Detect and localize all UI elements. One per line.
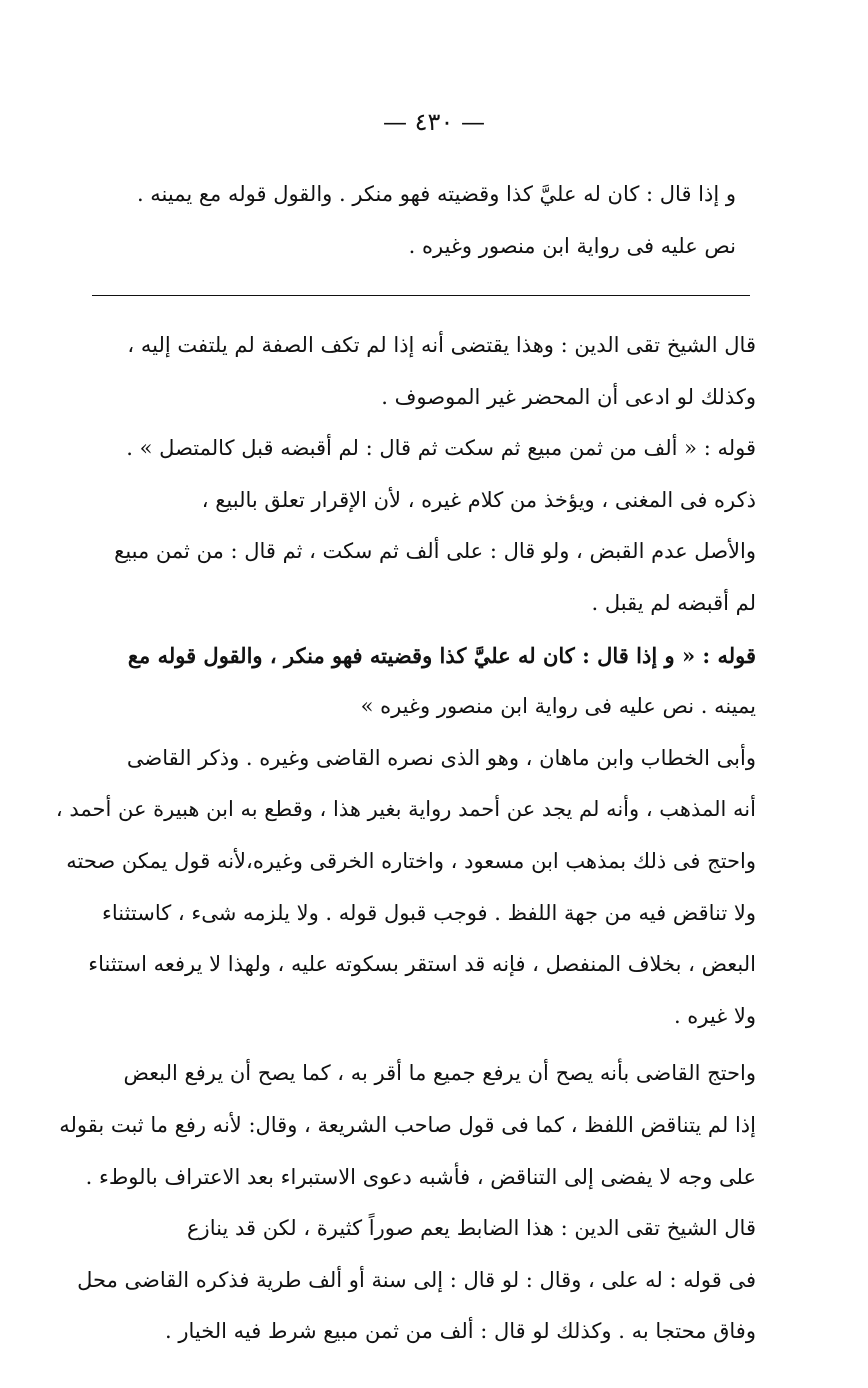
commentary-line: قال الشيخ تقى الدين : هذا الضابط يعم صوراً كثيرة ، لكن قد ينازع <box>187 1216 756 1241</box>
commentary-line: وأبى الخطاب وابن ماهان ، وهو الذى نصره القاضى وغيره . وذكر القاضى <box>126 745 756 770</box>
commentary-line: والأصل عدم القبض ، ولو قال : على ألف ثم سكت ، ثم قال : من ثمن مبيع <box>114 539 756 564</box>
top-note-line: و إذا قال : كان له عليَّ كذا وقضيته فهو منكر . والقول قوله مع يمينه . <box>136 182 736 206</box>
commentary-line: واحتج القاضى بأنه يصح أن يرفع جميع ما أقر به ، كما يصح أن يرفع البعض <box>123 1061 756 1086</box>
commentary-line: إذا لم يتناقض اللفظ ، كما فى قول صاحب الشريعة ، وقال: لأنه رفع ما ثبت بقوله <box>59 1112 756 1137</box>
commentary-line: وفاق محتجا به . وكذلك لو قال : ألف من ثمن مبيع شرط فيه الخيار . <box>164 1319 756 1344</box>
commentary-line: قوله : « و إذا قال : كان له عليَّ كذا وقضيته فهو منكر ، والقول قوله مع <box>127 642 756 668</box>
commentary-line: لم أقبضه لم يقبل . <box>591 590 756 615</box>
commentary-line: فى قوله : له على ، وقال : لو قال : إلى سنة أو ألف طرية فذكره القاضى محل <box>77 1267 756 1292</box>
page-number: — ٤٣٠ — <box>383 108 485 136</box>
commentary-line: على وجه لا يفضى إلى التناقض ، فأشبه دعوى الاستبراء بعد الاعتراف بالوطء . <box>85 1164 756 1189</box>
commentary-line: البعض ، بخلاف المنفصل ، فإنه قد استقر بسكوته عليه ، ولهذا لا يرفعه استثناء <box>88 952 756 977</box>
commentary-line: قوله : « ألف من ثمن مبيع ثم سكت ثم قال : لم أقبضه قبل كالمتصل » . <box>126 436 756 461</box>
top-note-line: نص عليه فى رواية ابن منصور وغيره . <box>408 234 736 258</box>
commentary-line: يمينه . نص عليه فى رواية ابن منصور وغيره » <box>360 694 756 719</box>
commentary-line: أنه المذهب ، وأنه لم يجد عن أحمد رواية بغير هذا ، وقطع به ابن هبيرة عن أحمد ، <box>55 797 756 822</box>
commentary-line: ولا تناقض فيه من جهة اللفظ . فوجب قبول قوله . ولا يلزمه شىء ، كاستثناء <box>101 900 756 925</box>
commentary-line: قال الشيخ تقى الدين : وهذا يقتضى أنه إذا لم تكف الصفة لم يلتفت إليه ، <box>127 333 756 357</box>
commentary-body <box>55 320 756 1358</box>
commentary-line: ولا غيره . <box>673 1003 756 1028</box>
commentary-line: واحتج فى ذلك بمذهب ابن مسعود ، واختاره الخرقى وغيره،لأنه قول يمكن صحته <box>66 848 756 873</box>
commentary-line: وكذلك لو ادعى أن المحضر غير الموصوف . <box>381 384 756 409</box>
commentary-line: ذكره فى المغنى ، ويؤخذ من كلام غيره ، لأن الإقرار تعلق بالبيع ، <box>201 487 756 512</box>
footnote-divider <box>92 295 750 296</box>
top-note <box>86 168 736 272</box>
